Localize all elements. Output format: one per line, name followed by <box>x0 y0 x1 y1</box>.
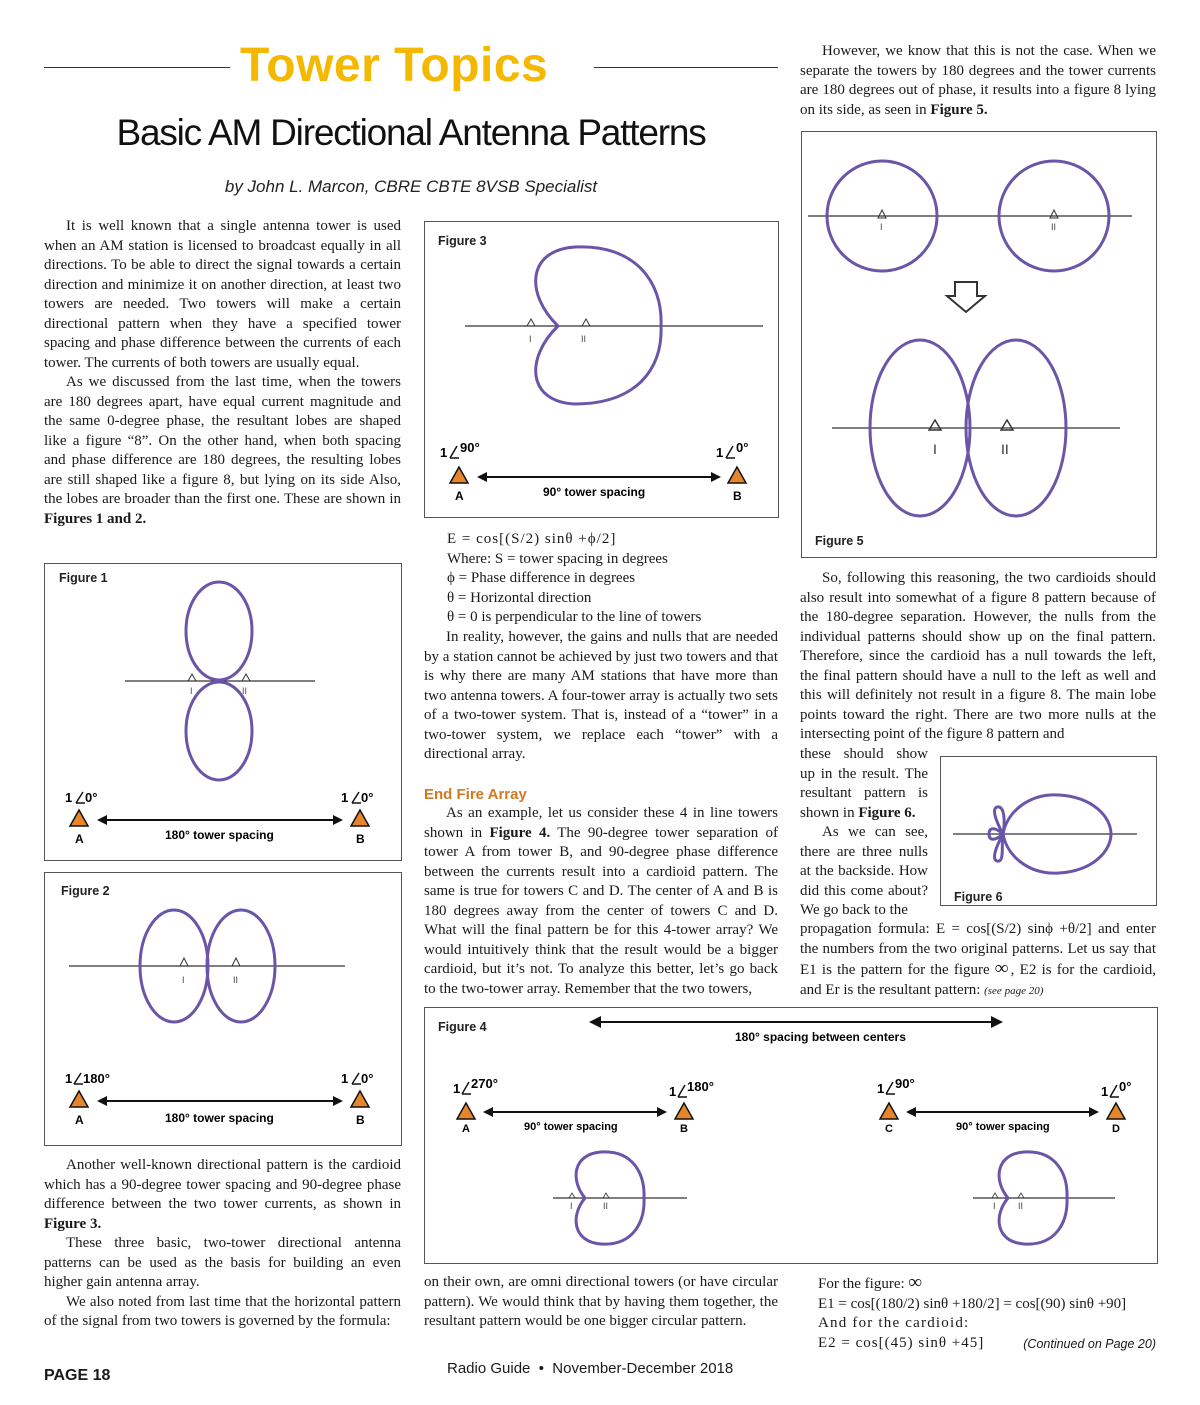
figure-2-left-current: 1 <box>65 1071 73 1086</box>
col3-narrow <box>800 745 928 921</box>
figure-4-tower-d-icon <box>1107 1103 1125 1119</box>
figure-4-a-current: 1 <box>453 1081 461 1096</box>
continued-note: (Continued on Page 20) <box>1023 1336 1156 1351</box>
figure-4-label: Figure 4 <box>438 1020 487 1034</box>
figure-1-tower-b: B <box>356 832 365 846</box>
figure-3-right-phase: 0° <box>736 440 749 455</box>
formula: E = cos[(S/2) sinθ +ϕ/2] <box>447 531 617 547</box>
article-title: Basic AM Directional Antenna Patterns <box>116 112 706 153</box>
figure-4-tower-d: D <box>1112 1123 1120 1135</box>
col1-paragraph-4: These three basic, two-tower directional antenna patterns can be used as the basis for building an even higher gain antenna array. <box>44 1235 401 1290</box>
section-heading: End Fire Array <box>424 785 527 803</box>
col3-top <box>800 42 1156 120</box>
figure-6 <box>940 756 1157 906</box>
figure-2-tower-i: I <box>182 975 185 985</box>
figure-1-tower-ii: II <box>242 686 248 696</box>
figure-3-tower-ii: II <box>581 334 587 344</box>
figure-eight-icon-2: ∞ <box>908 1272 919 1293</box>
equation-e2: E2 = cos[(45) sinθ +45] <box>818 1334 985 1351</box>
figure-2-spacing: 180° tower spacing <box>165 1111 274 1125</box>
page-number: PAGE 18 <box>44 1367 111 1384</box>
col1-paragraph-3: Another well-known directional pattern is the cardioid which has a 90-degree tower spacing and 90-degree phase difference between the two tower currents, as shown in Figure 3. <box>44 1157 401 1232</box>
figure-4-tower-a-icon <box>457 1103 475 1119</box>
figure-3-right-current: 1 <box>716 445 724 460</box>
figure-4-b-phase: 180° <box>687 1079 714 1094</box>
col2-paragraph-1: In reality, however, the gains and nulls that are needed by a station cannot be achieved by just two towers and that is why there are many AM stations that have more than two antenna towers. A four-tower array is actually two sets of a two-tower system. That is, instead of a “tower” in a two-tower system, we replace each “tower” with a directional array. <box>424 629 778 762</box>
figure-4-tower-a: A <box>462 1123 470 1135</box>
formula-where-4: θ = 0 is perpendicular to the line of towers <box>447 609 702 625</box>
figure-3-tower-a-icon <box>450 467 468 483</box>
figure-2-tower-a-icon <box>70 1091 88 1107</box>
masthead: Tower Topics <box>240 39 549 92</box>
figure-4-c-phase: 90° <box>895 1076 915 1091</box>
byline: by John L. Marcon, CBRE CBTE 8VSB Specialist <box>224 177 598 196</box>
figure-eight-icon: ∞ <box>994 958 1006 979</box>
figure-4-spacing-cd: 90° tower spacing <box>956 1121 1050 1133</box>
col1-paragraph-1: It is well known that a single antenna tower is used when an AM station is licensed to broadcast equally in all directions. To be able to direct the signal towards a certain direction and minimize it on another direction, at least two towers are needed. Two towers will make a certain directional pattern when they have a specified tower spacing and phase difference between the currents of each tower. The currents of both towers are usually equal. <box>44 218 401 371</box>
figure-3-left-phase: 90° <box>460 440 480 455</box>
col3-paragraph-2b: these should show up in the result. The resultant pattern is shown in Figure 6. <box>800 746 928 821</box>
col2-middle <box>424 628 778 999</box>
figure-2-tower-b: B <box>356 1113 365 1127</box>
figure-2-tower-a: A <box>75 1113 84 1127</box>
col2-bottom <box>424 1273 778 1332</box>
formula-where-2: ϕ = Phase difference in degrees <box>447 570 636 586</box>
figure-1-tower-i: I <box>190 686 193 696</box>
header-rule-right <box>594 67 778 68</box>
figure-2-right-current: 1 <box>341 1071 349 1086</box>
figure-4-left-tower-ii: II <box>603 1201 609 1211</box>
figure-2-tower-ii: II <box>233 975 239 985</box>
figure-1-right-current: 1 <box>341 790 349 805</box>
figure-4-d-current: 1 <box>1101 1084 1109 1099</box>
figure-1-label: Figure 1 <box>59 571 108 585</box>
figure-1-right-phase: 0° <box>361 790 374 805</box>
figure-4-a-phase: 270° <box>471 1076 498 1091</box>
figure-4-spacing-ab: 90° tower spacing <box>524 1121 618 1133</box>
formula-block <box>447 530 777 628</box>
figure-3-tower-a: A <box>455 489 464 503</box>
col2-paragraph-3: on their own, are omni directional towers (or have circular pattern). We would think that by having them together, the resultant pattern would be one bigger circular pattern. <box>424 1274 778 1329</box>
figure-2-diagram <box>45 873 401 1145</box>
col3-paragraph-3-cont: propagation formula: E = cos[(S/2) sinϕ +θ/2] and enter the numbers from the two original patterns. Let us say that E1 is the pattern for the figure ∞ , E2 is for the cardioid, and Er is the resultant pattern: (see page 20) <box>800 921 1156 998</box>
figure-4-b-current: 1 <box>669 1084 677 1099</box>
for-figure-line: For the figure: ∞ <box>818 1272 919 1293</box>
figure-5 <box>801 131 1157 558</box>
col3-lower <box>800 920 1156 1001</box>
formula-where-1: Where: S = tower spacing in degrees <box>447 550 668 567</box>
figure-2-right-phase: 0° <box>361 1071 374 1086</box>
figure-4-tower-b-icon <box>675 1103 693 1119</box>
col3-paragraph-3: As we can see, there are three nulls at the backside. How did this come about? We go back to the <box>800 824 928 918</box>
figure-3-tower-b-icon <box>728 467 746 483</box>
figure-1-left-phase: 0° <box>85 790 98 805</box>
figure-1-tower-a-icon <box>70 810 88 826</box>
figure-4-c-current: 1 <box>877 1081 885 1096</box>
figure-3-spacing: 90° tower spacing <box>543 485 646 499</box>
formula-where-3: θ = Horizontal direction <box>447 589 592 606</box>
figure-4-right-tower-i: I <box>993 1201 996 1211</box>
figure-3-label: Figure 3 <box>438 234 487 248</box>
header-rule-left <box>44 67 230 68</box>
figure-5-label: Figure 5 <box>815 534 864 548</box>
figure-4 <box>424 1007 1158 1264</box>
figure-2-tower-b-icon <box>351 1091 369 1107</box>
magazine-footer: Radio Guide • November-December 2018 <box>447 1360 734 1377</box>
figure-5-tower-ii: II <box>1001 441 1009 457</box>
col1-top <box>44 217 401 529</box>
figure-4-left-tower-i: I <box>570 1201 573 1211</box>
figure-4-tower-c-icon <box>880 1103 898 1119</box>
figure-5-top-tower-ii: II <box>1051 222 1057 232</box>
col1-bottom <box>44 1156 401 1332</box>
figure-4-right-tower-ii: II <box>1018 1201 1024 1211</box>
col3-paragraph-2: So, following this reasoning, the two cardioids should also result into somewhat of a figure 8 pattern because of the 180-degree separation. However, the nulls from the individual patterns should show up on the final pattern. Therefore, since the cardioid has a null towards the left, the final pattern should have a null to the left as well and this will definitely not result in a figure 8. The main lobe points toward the right. There are two more nulls at the intersecting point of the figure 8 pattern and <box>800 570 1156 742</box>
figure-6-diagram <box>941 757 1156 905</box>
col2-paragraph-2: As an example, let us consider these 4 in line towers shown in Figure 4. The 90-degree tower separation of tower A from tower B, and 90-degree phase difference between the currents result into a cardioid pattern. The same is true for towers C and D. The center of A and B is 180 degrees away from the center of towers C and D. What will the final pattern be for this 4-tower array? We would intuitively think that the result would be a bigger cardioid, but it’s not. To analyze this better, let’s go back to the two-tower array. Remember that the two towers, <box>424 805 778 997</box>
figure-1-tower-a: A <box>75 832 84 846</box>
figure-3-diagram <box>425 222 778 517</box>
figure-3-tower-i: I <box>529 334 532 344</box>
figure-4-diagram <box>425 1008 1157 1263</box>
figure-3-tower-b: B <box>733 489 742 503</box>
equation-e1: E1 = cos[(180/2) sinθ +180/2] = cos[(90) sinθ +90] <box>818 1295 1127 1312</box>
figure-4-centers: 180° spacing between centers <box>735 1030 906 1044</box>
figure-2-label: Figure 2 <box>61 884 110 898</box>
figure-2-left-phase: 180° <box>83 1071 110 1086</box>
figure-5-top-tower-i: I <box>880 222 883 232</box>
figure-5-diagram <box>802 132 1156 557</box>
figure-6-label: Figure 6 <box>954 890 1003 904</box>
figure-1-diagram <box>45 564 401 860</box>
col3-equations <box>818 1273 1156 1353</box>
figure-2 <box>44 872 402 1146</box>
col3-paragraph-1: However, we know that this is not the case. When we separate the towers by 180 degrees and the tower currents are 180 degrees out of phase, it results into a figure 8 lying on its side, as seen in Figure 5. <box>800 43 1156 118</box>
col1-paragraph-2: As we discussed from the last time, when the towers are 180 degrees apart, have equal current magnitude and the same 0-degree phase, the resultant lobes are shaped like a figure “8”. On the other hand, when both spacing and phase difference are 180 degrees, the resulting lobes are still shaped like a figure 8, but lying on its side Also, the lobes are broader than the first one. These are shown in Figures 1 and 2. <box>44 374 401 527</box>
figure-5-tower-i: I <box>933 441 937 457</box>
figure-3 <box>424 221 779 518</box>
and-cardioid-line: And for the cardioid: <box>818 1315 970 1331</box>
figure-4-d-phase: 0° <box>1119 1079 1132 1094</box>
figure-1-tower-b-icon <box>351 810 369 826</box>
figure-1-left-current: 1 <box>65 790 73 805</box>
equation-e2-line <box>818 1334 1156 1354</box>
figure-1 <box>44 563 402 861</box>
col1-paragraph-5: We also noted from last time that the horizontal pattern of the signal from two towers is governed by the formula: <box>44 1293 401 1329</box>
figure-4-tower-c: C <box>885 1123 893 1135</box>
figure-4-tower-b: B <box>680 1123 688 1135</box>
figure-1-spacing: 180° tower spacing <box>165 828 274 842</box>
col3-middle <box>800 569 1156 745</box>
down-arrow-icon <box>947 282 985 312</box>
figure-3-left-current: 1 <box>440 445 448 460</box>
